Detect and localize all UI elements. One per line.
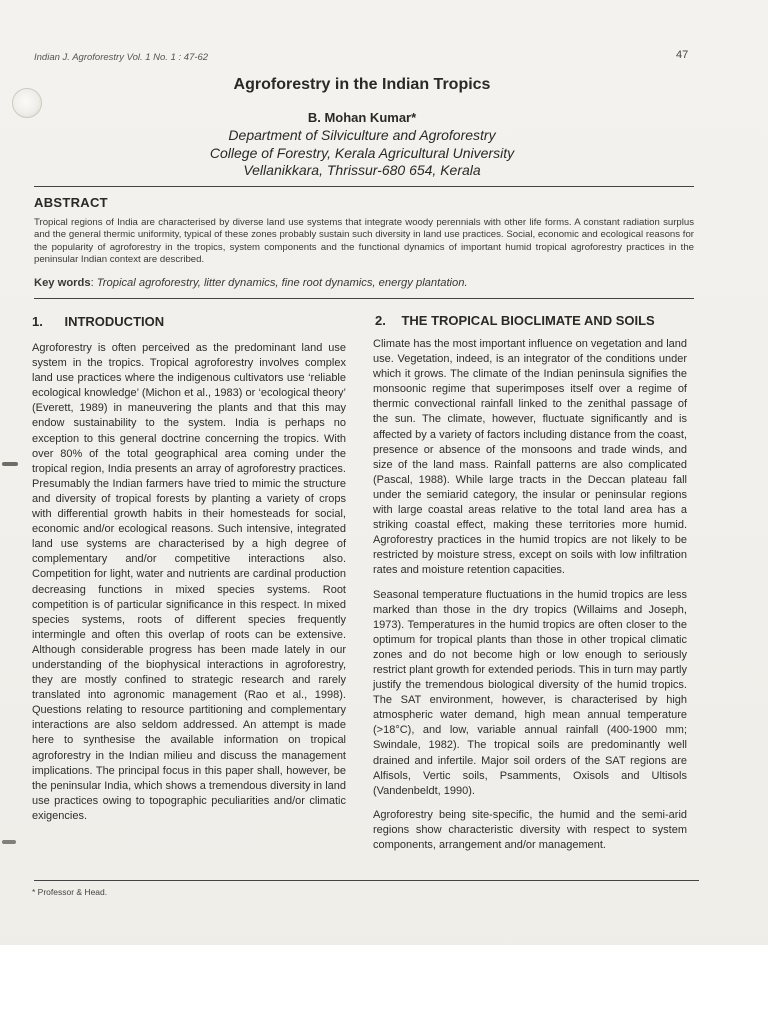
section-2-heading bbox=[375, 313, 655, 328]
abstract-top-rule bbox=[34, 186, 694, 187]
section-1-number: 1. bbox=[32, 314, 43, 329]
binding-mark-bottom bbox=[2, 840, 16, 844]
abstract-text: Tropical regions of India are characterised by diverse land use systems that integrate woody perennials with other life forms. A constant radiation surplus and the general thermic uniformity, typical of these zones probably sustain such diversity in land use practices. Social, economic and ecological reasons for the popularity of agroforestry in the tropics, system components and the functional dynamics of important humid tropical agroforestry practices in the peninsular Indian context are described. bbox=[34, 217, 694, 266]
keywords-label: Key words bbox=[34, 277, 91, 289]
left-column bbox=[32, 341, 346, 833]
keywords-colon: : bbox=[90, 277, 97, 289]
right-column bbox=[373, 337, 687, 862]
affiliation-college: College of Forestry, Kerala Agricultural University bbox=[209, 145, 515, 161]
bioclimate-paragraph-1: Climate has the most important influence on vegetation and land use. Vegetation, indeed, is an integrator of the conditions under which it grows. The climate of the Indian peninsula signifies the monsoonic regime that superimposes itself over a regime of thermic convectional rainfall linked to the zenithal passage of the sun. The climate, however, fluctuate significantly and is affected by a variety of factors including distance from the coast, presence or absence of the monsoons and trade winds, and size of the land mass. Rainfall patterns are also complicated (Pascal, 1988). While large tracts in the Deccan plateau fall under the semiarid category, the insular or peninsular regions with large coastal areas relative to the total land area has a striking coastal effect, making these territories more humid. Agroforestry practices in the humid tropics are not likely to be restricted by moisture stress, except on soils with low infiltration rates and moisture retention capacities. bbox=[373, 338, 687, 577]
affiliation-address: Vellanikkara, Thrissur-680 654, Kerala bbox=[243, 162, 481, 178]
intro-paragraph: Agroforestry is often perceived as the predominant land use system in the tropics. Tropical agroforestry involves complex land use practices where the indigenous cultivators use ‘reliable ecological knowledge’ (Michon et al., 1983) or ‘ecological theory’ (Everett, 1989) in maneuvering the plants and that this may endow sustainability to the system. India is perhaps no exception to this general doctrine concerning the tropics. With over 80% of the total geographical area coming under the tropical region, India presents an array of agroforestry practices. Presumably the Indian farmers have tried to mimic the structure and diversity of tropical forests by planting a variety of crops with differential growth habits in their homesteads for social, economic and/or ecological reasons. Such intensive, integrated land use systems are characterised by a high degree of complementary and/or competitive interactions also. Competition for light, water and nutrients are cardinal production decreasing functions in mixed species systems. Root competition is of particular significance in this respect. In mixed species systems, roots of different species frequently intermingle and often this overlap of roots can be extensive. Although considerable progress has been made lately in our understanding of the biophysical interactions in agroforestry, they are mostly confined to strategic research and rarely translated into agronomic management (Rao et al., 1998). Questions relating to resource partitioning and complementary interactions are also seldom addressed. An attempt is made here to synthesise the available information on tropical agroforestry in the Indian milieu and discuss the management implications. The principal focus in this paper shall, however, be the peninsular India, which shows a tremendous diversity in land use practices owing to topographic peculiarities and/or climatic exigencies. bbox=[32, 342, 346, 822]
binding-mark-middle bbox=[2, 462, 18, 466]
section-1-title: INTRODUCTION bbox=[64, 314, 165, 329]
section-1-heading bbox=[32, 314, 164, 329]
author-name: B. Mohan Kumar* bbox=[307, 110, 417, 125]
page-bottom-margin bbox=[0, 945, 768, 1024]
footnote: * Professor & Head. bbox=[32, 887, 108, 897]
bioclimate-paragraph-2: Seasonal temperature fluctuations in the humid tropics are less marked than those in the dry tropics (Willaims and Joseph, 1973). Temperatures in the humid tropics are often closer to the optimum for tropical plants than those in other tropical climatic zones and do not become high or low enough to seriously restrict plant growth for extended periods. This in turn may partly justify the tremendous biological diversity of the humid tropics. The SAT environment, however, is characterised by high atmospheric water demand, high mean annual temperature (>18°C), and low, variable annual rainfall (400-1900 mm; Swindale, 1982). The tropical soils are predominantly well drained and infertile. Major soil orders of the SAT regions are Alfisols, Vertic soils, Psamments, Oxisols and Ultisols (Vandenbeldt, 1990). bbox=[373, 588, 687, 797]
paper-title: Agroforestry in the Indian Tropics bbox=[233, 76, 491, 93]
journal-reference: Indian J. Agroforestry Vol. 1 No. 1 : 47-62 bbox=[34, 52, 209, 63]
keywords-line bbox=[34, 277, 694, 289]
section-2-title: THE TROPICAL BIOCLIMATE AND SOILS bbox=[401, 313, 655, 328]
footnote-rule bbox=[34, 880, 699, 881]
abstract-heading: ABSTRACT bbox=[34, 195, 108, 210]
keywords-values: Tropical agroforestry, litter dynamics, fine root dynamics, energy plantation. bbox=[96, 277, 468, 289]
bioclimate-paragraph-3: Agroforestry being site-specific, the humid and the semi-arid regions show characteristic diversity with respect to system components, arrangement and/or management. bbox=[373, 808, 687, 851]
affiliation-department: Department of Silviculture and Agroforestry bbox=[228, 127, 496, 143]
keywords-bottom-rule bbox=[34, 298, 694, 299]
page-number: 47 bbox=[676, 49, 689, 61]
section-2-number: 2. bbox=[375, 313, 386, 328]
